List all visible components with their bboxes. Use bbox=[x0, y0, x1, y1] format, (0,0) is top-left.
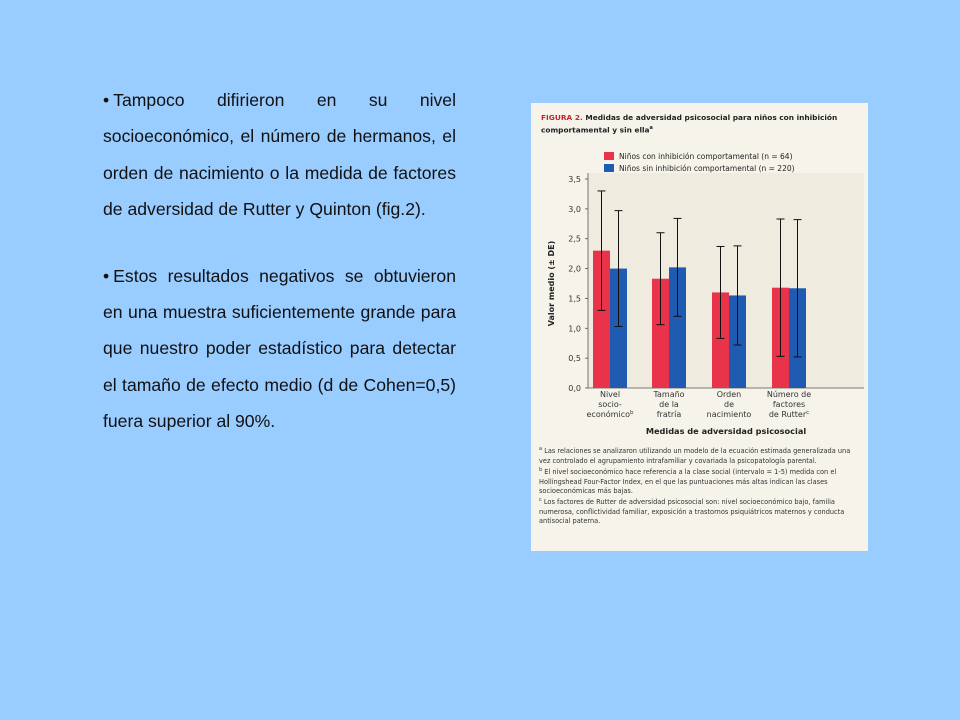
y-tick-label: 1,5 bbox=[568, 294, 581, 304]
legend-label: Niños con inhibición comportamental (n = 64) bbox=[619, 152, 793, 161]
footnote-text: Las relaciones se analizaron utilizando un modelo de la ecuación estimada generalizada una vez controlado el agrupamiento intrafamiliar y covariada la psicopatología parental. bbox=[539, 447, 851, 465]
x-tick-label: nacimiento bbox=[706, 410, 752, 419]
legend-swatch bbox=[604, 152, 614, 160]
x-axis-label: Medidas de adversidad psicosocial bbox=[645, 426, 807, 436]
x-tick-label: factores bbox=[772, 400, 806, 409]
x-tick-mark: c bbox=[806, 410, 810, 416]
text-column bbox=[103, 82, 456, 470]
footnotes bbox=[539, 445, 861, 527]
figure-image bbox=[531, 103, 868, 551]
x-tick-label: de la bbox=[659, 400, 679, 409]
bullet-text-2: Estos resultados negativos se obtuvieron en una muestra suficientemente grande para que nuestro poder estadístico para detectar el tamaño de efecto medio (d de Cohen=0,5) fuera superior al 90%. bbox=[103, 265, 456, 432]
bullet-icon: • bbox=[103, 90, 110, 110]
footnote-a bbox=[539, 445, 861, 466]
bullet-paragraph-1 bbox=[103, 82, 456, 228]
x-tick-label: de bbox=[724, 400, 734, 409]
footnote-b bbox=[539, 466, 861, 496]
x-tick-label: socio- bbox=[598, 400, 622, 409]
y-tick-label: 1,0 bbox=[568, 324, 581, 334]
figure-title bbox=[541, 113, 861, 135]
y-tick-label: 0,5 bbox=[568, 354, 581, 364]
bullet-text-1: Tampoco difirieron en su nivel socioeconómico, el número de hermanos, el orden de nacimiento o la medida de factores de adversidad de Rutter y Quinton (fig.2). bbox=[103, 90, 456, 220]
figure-title-mark: a bbox=[649, 125, 653, 131]
figure-label: FIGURA 2. bbox=[541, 113, 583, 122]
footnote-text: El nivel socioeconómico hace referencia a la clase social (intervalo = 1-5) medida con el Hollingshead Four-Factor Index, en el que las puntuaciones más altas indican las clases socioeconómicas más bajas. bbox=[539, 468, 837, 495]
x-tick-mark: b bbox=[630, 410, 634, 416]
footnote-text: Los factores de Rutter de adversidad psicosocial son: nivel socioeconómico bajo, familia numerosa, conflictividad familiar, exposición a trastornos psiquiátricos maternos y conducta antisocial paterna. bbox=[539, 498, 845, 526]
x-tick-label: Número de bbox=[766, 390, 812, 399]
y-tick-label: 3,5 bbox=[568, 175, 581, 184]
legend-swatch bbox=[604, 164, 614, 172]
y-axis-label: Valor medio (± DE) bbox=[547, 240, 556, 327]
footnote-mark: a bbox=[539, 446, 543, 452]
x-tick-label: Orden bbox=[716, 390, 742, 399]
footnote-mark: b bbox=[539, 467, 543, 473]
x-tick-label: económico$^b$ bbox=[586, 410, 634, 419]
bullet-paragraph-2 bbox=[103, 258, 456, 440]
figure-title-text: Medidas de adversidad psicosocial para niños con inhibición comportamental y sin ella bbox=[541, 113, 838, 135]
footnote-c bbox=[539, 496, 861, 526]
legend-label: Niños sin inhibición comportamental (n = 220) bbox=[619, 164, 795, 173]
x-tick-label: fratría bbox=[656, 410, 682, 419]
x-tick-label: de Rutter$^c$ bbox=[768, 410, 810, 419]
y-tick-label: 2,0 bbox=[568, 264, 581, 274]
footnote-mark: c bbox=[539, 497, 542, 504]
bullet-icon: • bbox=[103, 265, 110, 286]
y-tick-label: 2,5 bbox=[568, 234, 581, 244]
y-tick-label: 3,0 bbox=[568, 204, 581, 214]
x-tick-label: Tamaño bbox=[653, 390, 685, 399]
y-tick-label: 0,0 bbox=[568, 384, 581, 393]
x-tick-label: Nivel bbox=[599, 390, 621, 399]
